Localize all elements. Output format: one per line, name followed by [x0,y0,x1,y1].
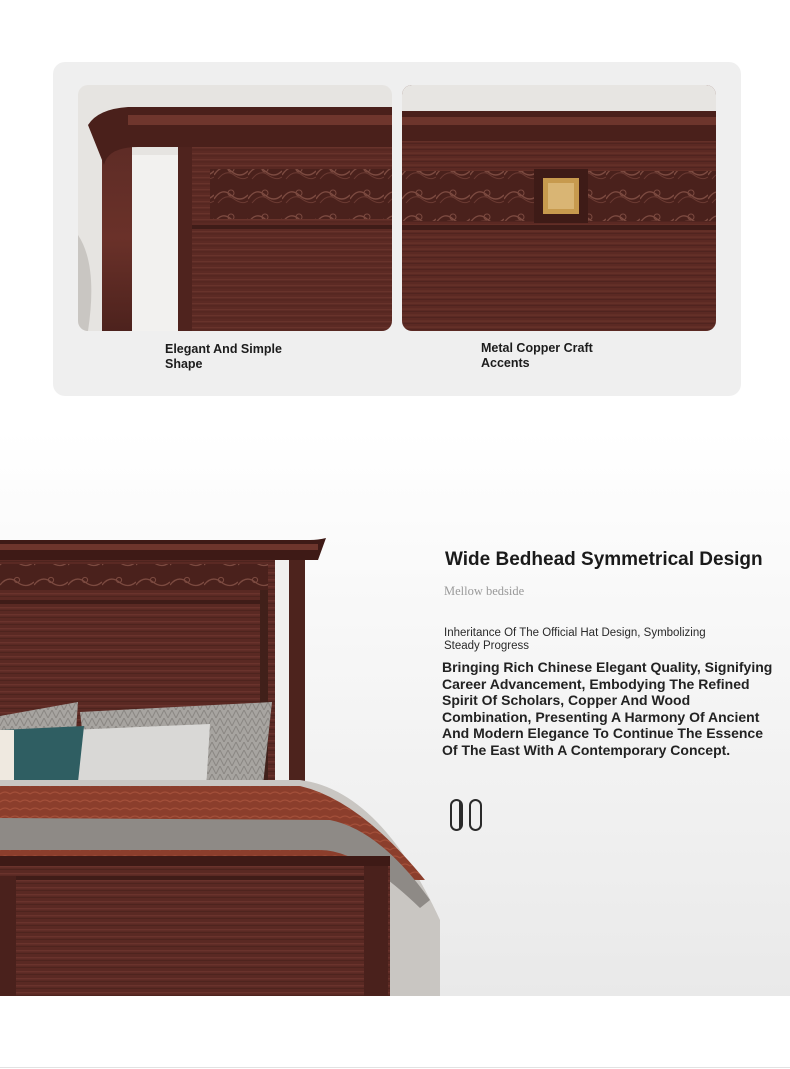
detail-card [53,62,741,396]
bed-photo [0,430,450,996]
caption-copper-accents: Metal Copper Craft Accents [481,341,593,370]
detail-photo-shape [78,85,392,331]
feature-section [0,430,790,996]
feature-description: Bringing Rich Chinese Elegant Quality, Signifying Career Advancement, Embodying The Refined Spirit Of Scholars, Copper And Wood Combination, Presenting A Harmony Of Ancient And Modern Elegance To Continue The Essence Of The East With A Contemporary Concept. [442,659,773,758]
footer-divider [0,1067,790,1068]
detail-photo-copper [402,85,716,331]
caption-elegant-shape: Elegant And Simple Shape [165,342,282,371]
bed-outline-icon [449,798,483,837]
feature-subtitle: Mellow bedside [444,584,525,598]
feature-tagline: Inheritance Of The Official Hat Design, Symbolizing Steady Progress [444,627,706,652]
feature-title: Wide Bedhead Symmetrical Design [445,549,763,570]
